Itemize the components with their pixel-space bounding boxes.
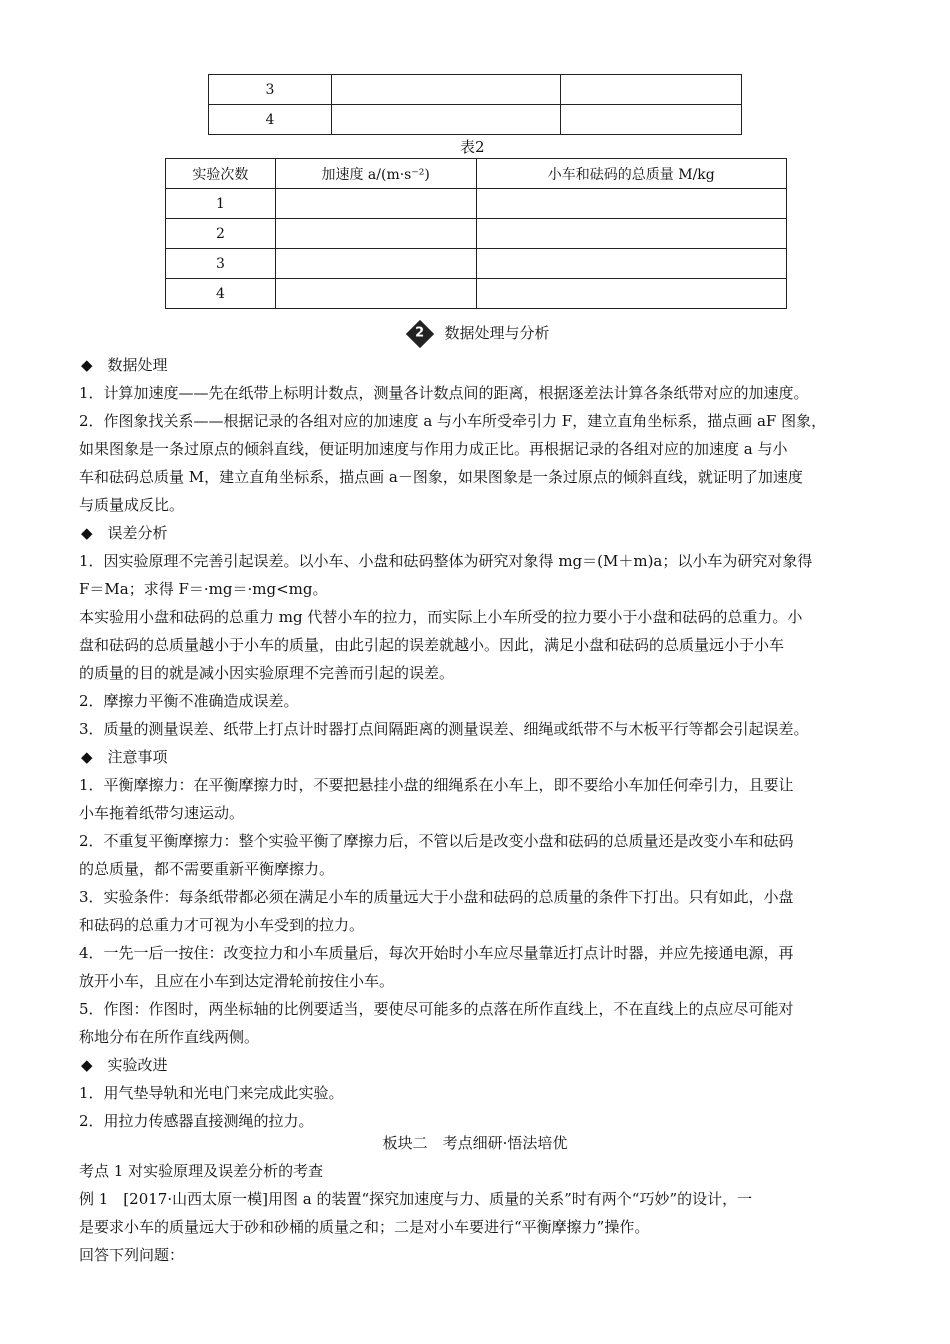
paragraph-line: 盘和砝码的总质量越小于小车的质量，由此引起的误差就越小。因此，满足小盘和砝码的总质量远小于小车 <box>79 636 785 654</box>
paragraph-line: 2．用拉力传感器直接测绳的拉力。 <box>79 1112 314 1130</box>
paragraph-line: 小车拖着纸带匀速运动。 <box>79 804 245 822</box>
table-cell <box>476 249 786 279</box>
paragraph-line: 称地分布在所作直线两侧。 <box>79 1028 260 1046</box>
table-row <box>166 219 787 249</box>
section-number-badge: 2 <box>406 320 434 348</box>
topic-heading: 考点 1 对实验原理及误差分析的考查 <box>79 1162 324 1180</box>
table-row <box>166 279 787 309</box>
paragraph-line: 1．用气垫导轨和光电门来完成此实验。 <box>79 1084 344 1102</box>
paragraph-line: 本实验用小盘和砝码的总重力 mg 代替小车的拉力，而实际上小车所受的拉力要小于小盘和砝码的总重力。小 <box>79 608 803 626</box>
subheading: ◆ 实验改进 <box>81 1056 168 1074</box>
table-cell <box>476 219 786 249</box>
table-cell <box>476 189 786 219</box>
paragraph-line: 1．计算加速度——先在纸带上标明计数点，测量各计数点间的距离，根据逐差法计算各条纸带对应的加速度。 <box>79 384 809 402</box>
block-title: 板块二 考点细研·悟法培优 <box>382 1134 568 1152</box>
paragraph-line: 和砝码的总重力才可视为小车受到的拉力。 <box>79 916 365 934</box>
paragraph-line: 4．一先一后一按住：改变拉力和小车质量后，每次开始时小车应尽量靠近打点计时器，并应先接通电源，再 <box>79 944 794 962</box>
paragraph-line: 3．质量的测量误差、纸带上打点计时器打点间隔距离的测量误差、细绳或纸带不与木板平行等都会引起误差。 <box>79 720 809 738</box>
paragraph-line: 3．实验条件：每条纸带都必须在满足小车的质量远大于小盘和砝码的总质量的条件下打出。只有如此，小盘 <box>79 888 794 906</box>
table-cell: 4 <box>209 105 332 135</box>
table-row <box>166 249 787 279</box>
subheading: ◆ 注意事项 <box>81 748 168 766</box>
paragraph-line: 的总质量，都不需要重新平衡摩擦力。 <box>79 860 335 878</box>
table-row <box>209 105 742 135</box>
table-cell <box>561 105 742 135</box>
table-cell: 3 <box>209 75 332 105</box>
table-cell <box>275 219 476 249</box>
table-cell: 3 <box>166 249 276 279</box>
table-cell <box>275 279 476 309</box>
section-title: 数据处理与分析 <box>444 324 550 342</box>
table-2 <box>165 158 787 309</box>
table-cell: 4 <box>166 279 276 309</box>
paragraph-line: 2．不重复平衡摩擦力：整个实验平衡了摩擦力后，不管以后是改变小盘和砝码的总质量还是改变小车和砝码 <box>79 832 794 850</box>
table-row <box>166 189 787 219</box>
table-header-row <box>166 159 787 189</box>
column-header: 加速度 a/(m·s⁻²) <box>275 159 476 189</box>
paragraph-line: 与质量成反比。 <box>79 496 185 514</box>
table-cell <box>476 279 786 309</box>
column-header: 小车和砝码的总质量 M/kg <box>476 159 786 189</box>
paragraph-line: 放开小车，且应在小车到达定滑轮前按住小车。 <box>79 972 395 990</box>
paragraph-line: 车和砝码总质量 M，建立直角坐标系，描点画 a－图象，如果图象是一条过原点的倾斜直线，就证明了加速度 <box>79 468 803 486</box>
paragraph-line: 回答下列问题： <box>79 1246 185 1264</box>
paragraph-line: 2．作图象找关系——根据记录的各组对应的加速度 a 与小车所受牵引力 F，建立直角坐标系，描点画 aF 图象， <box>79 412 827 430</box>
subheading: ◆ 误差分析 <box>81 524 168 542</box>
paragraph-line: 1．因实验原理不完善引起误差。以小车、小盘和砝码整体为研究对象得 mg＝(M＋m)a；以小车为研究对象得 <box>79 552 813 570</box>
table-cell <box>332 75 561 105</box>
table-row <box>209 75 742 105</box>
table-cell <box>332 105 561 135</box>
table-cell: 1 <box>166 189 276 219</box>
paragraph-line: 例 1 [2017·山西太原一模]用图 a 的装置“探究加速度与力、质量的关系”时有两个“巧妙”的设计，一 <box>79 1190 753 1208</box>
paragraph-line: 5．作图：作图时，两坐标轴的比例要适当，要使尽可能多的点落在所作直线上，不在直线上的点应尽可能对 <box>79 1000 794 1018</box>
table-cell <box>275 189 476 219</box>
paragraph-line: 是要求小车的质量远大于砂和砂桶的质量之和；二是对小车要进行“平衡摩擦力”操作。 <box>79 1218 650 1236</box>
table-1-fragment <box>208 74 742 135</box>
paragraph-line: 1．平衡摩擦力：在平衡摩擦力时，不要把悬挂小盘的细绳系在小车上，即不要给小车加任何牵引力，且要让 <box>79 776 794 794</box>
paragraph-line: 如果图象是一条过原点的倾斜直线，便证明加速度与作用力成正比。再根据记录的各组对应的加速度 a 与小 <box>79 440 788 458</box>
paragraph-line: F＝Ma；求得 F＝·mg＝·mg<mg。 <box>79 580 328 598</box>
table-cell <box>561 75 742 105</box>
column-header: 实验次数 <box>166 159 276 189</box>
subheading: ◆ 数据处理 <box>81 356 168 374</box>
table-cell <box>275 249 476 279</box>
paragraph-line: 的质量的目的就是减小因实验原理不完善而引起的误差。 <box>79 664 455 682</box>
table-2-caption: 表2 <box>460 138 485 156</box>
table-cell: 2 <box>166 219 276 249</box>
paragraph-line: 2．摩擦力平衡不准确造成误差。 <box>79 692 299 710</box>
section-heading <box>380 322 580 344</box>
